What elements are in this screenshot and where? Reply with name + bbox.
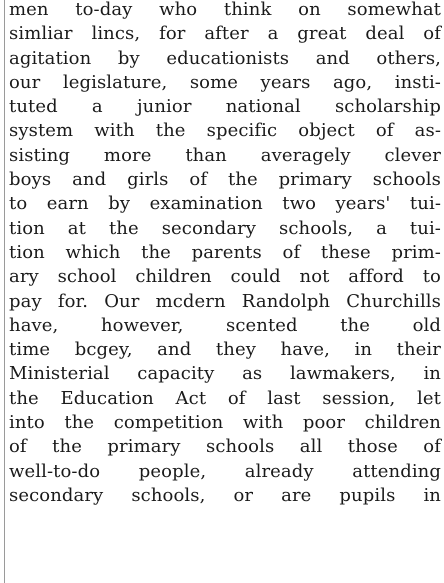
text-line: ary school children could not afford to	[9, 266, 441, 288]
text-line: tuted a junior national scholarship	[9, 96, 441, 118]
text-line: men to-day who think on somewhat	[9, 0, 441, 20]
text-line: boys and girls of the primary schools	[9, 169, 441, 191]
text-line: well-to-do people, already attending	[9, 460, 441, 482]
text-line: of the primary schools all those of	[9, 436, 441, 458]
text-line: time bcgey, and they have, in their	[9, 339, 441, 361]
text-line: the Education Act of last session, let	[9, 387, 441, 409]
text-line: simliar lincs, for after a great deal of	[9, 23, 441, 45]
text-line: system with the specific object of as-	[9, 120, 441, 142]
text-line: to earn by examination two years' tui-	[9, 193, 441, 215]
text-line: tion at the secondary schools, a tui-	[9, 217, 441, 239]
text-line: pay for. Our mcdern Randolph Churchills	[9, 290, 441, 312]
text-line: have, however, scented the old	[9, 314, 441, 336]
text-line: our legislature, some years ago, insti-	[9, 71, 441, 93]
text-line: secondary schools, or are pupils in	[9, 484, 441, 506]
text-line: Ministerial capacity as lawmakers, in	[9, 363, 441, 385]
column-rule	[4, 0, 5, 583]
text-line: into the competition with poor children	[9, 412, 441, 434]
text-line: agitation by educationists and others,	[9, 47, 441, 69]
text-line: tion which the parents of these prim-	[9, 241, 441, 263]
text-line: sisting more than averagely clever	[9, 144, 441, 166]
article-text	[9, 0, 441, 508]
